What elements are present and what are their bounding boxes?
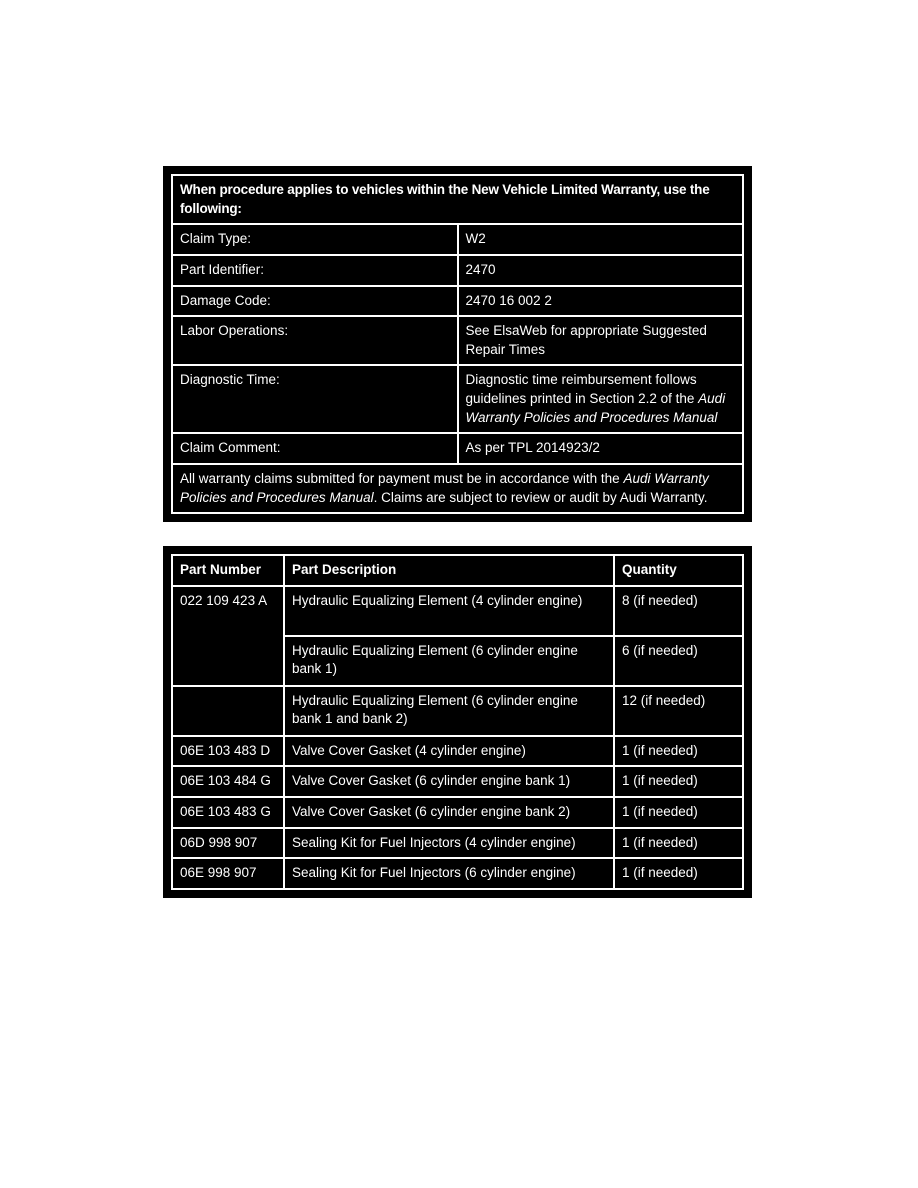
part-number-cell: 06E 998 907: [172, 858, 284, 889]
parts-row: [172, 858, 743, 889]
parts-list-table: [163, 546, 752, 898]
warranty-row-claim-type: [172, 224, 743, 255]
parts-header-row: [172, 555, 743, 586]
warranty-footer-note: [172, 464, 743, 513]
warranty-row-value: 2470 16 002 2: [458, 286, 744, 317]
column-header-part-number: Part Number: [172, 555, 284, 586]
warranty-row-value: [458, 365, 744, 433]
part-number-cell: [172, 686, 284, 736]
footer-text-after: . Claims are subject to review or audit by Audi Warranty.: [373, 489, 708, 505]
part-description-cell: Valve Cover Gasket (6 cylinder engine bank 1): [284, 766, 614, 797]
warranty-row-value: 2470: [458, 255, 744, 286]
parts-row: [172, 686, 743, 736]
warranty-row-label: Claim Comment:: [172, 433, 458, 464]
part-description-cell: Sealing Kit for Fuel Injectors (4 cylinder engine): [284, 828, 614, 859]
warranty-row-diagnostic-time: [172, 365, 743, 433]
parts-row: [172, 766, 743, 797]
parts-row: [172, 586, 743, 636]
part-number-cell: 06E 103 483 D: [172, 736, 284, 767]
parts-list-table-grid: [171, 554, 744, 890]
warranty-row-claim-comment: [172, 433, 743, 464]
warranty-row-value: See ElsaWeb for appropriate Suggested Repair Times: [458, 316, 744, 365]
parts-row: [172, 828, 743, 859]
warranty-header-row: [172, 175, 743, 224]
warranty-row-label: Claim Type:: [172, 224, 458, 255]
warranty-row-part-identifier: [172, 255, 743, 286]
quantity-cell: 1 (if needed): [614, 766, 743, 797]
warranty-footer-row: [172, 464, 743, 513]
part-description-cell: Valve Cover Gasket (6 cylinder engine bank 2): [284, 797, 614, 828]
part-description-cell: Hydraulic Equalizing Element (4 cylinder engine): [284, 586, 614, 636]
warranty-row-label: Labor Operations:: [172, 316, 458, 365]
warranty-claim-table-grid: [171, 174, 744, 514]
warranty-claim-table: [163, 166, 752, 522]
warranty-row-labor-operations: [172, 316, 743, 365]
diagnostic-time-text: Diagnostic time reimbursement follows guidelines printed in Section 2.2 of the: [465, 372, 699, 406]
manual-title-italic: Audi Warranty Policies and Procedures Manual: [465, 391, 726, 425]
column-header-part-description: Part Description: [284, 555, 614, 586]
warranty-row-damage-code: [172, 286, 743, 317]
quantity-cell: 1 (if needed): [614, 828, 743, 859]
quantity-cell: 8 (if needed): [614, 586, 743, 636]
part-description-cell: Hydraulic Equalizing Element (6 cylinder engine bank 1 and bank 2): [284, 686, 614, 736]
warranty-row-value: As per TPL 2014923/2: [458, 433, 744, 464]
part-description-cell: Sealing Kit for Fuel Injectors (6 cylinder engine): [284, 858, 614, 889]
quantity-cell: 1 (if needed): [614, 797, 743, 828]
part-description-cell: Hydraulic Equalizing Element (6 cylinder engine bank 1): [284, 636, 614, 686]
footer-text-before: All warranty claims submitted for payment must be in accordance with the: [180, 470, 624, 486]
quantity-cell: 1 (if needed): [614, 736, 743, 767]
quantity-cell: 1 (if needed): [614, 858, 743, 889]
parts-row: [172, 797, 743, 828]
part-number-cell: 06D 998 907: [172, 828, 284, 859]
part-number-cell: 06E 103 483 G: [172, 797, 284, 828]
warranty-row-label: Part Identifier:: [172, 255, 458, 286]
warranty-row-label: Damage Code:: [172, 286, 458, 317]
warranty-row-value: W2: [458, 224, 744, 255]
manual-title-italic: Audi Warranty Policies and Procedures Manual: [180, 470, 709, 505]
warranty-row-label: Diagnostic Time:: [172, 365, 458, 433]
part-number-cell: 022 109 423 A: [172, 586, 284, 686]
part-number-cell: 06E 103 484 G: [172, 766, 284, 797]
warranty-table-header: When procedure applies to vehicles within the New Vehicle Limited Warranty, use the following:: [172, 175, 743, 224]
parts-row: [172, 736, 743, 767]
column-header-quantity: Quantity: [614, 555, 743, 586]
part-description-cell: Valve Cover Gasket (4 cylinder engine): [284, 736, 614, 767]
quantity-cell: 6 (if needed): [614, 636, 743, 686]
quantity-cell: 12 (if needed): [614, 686, 743, 736]
